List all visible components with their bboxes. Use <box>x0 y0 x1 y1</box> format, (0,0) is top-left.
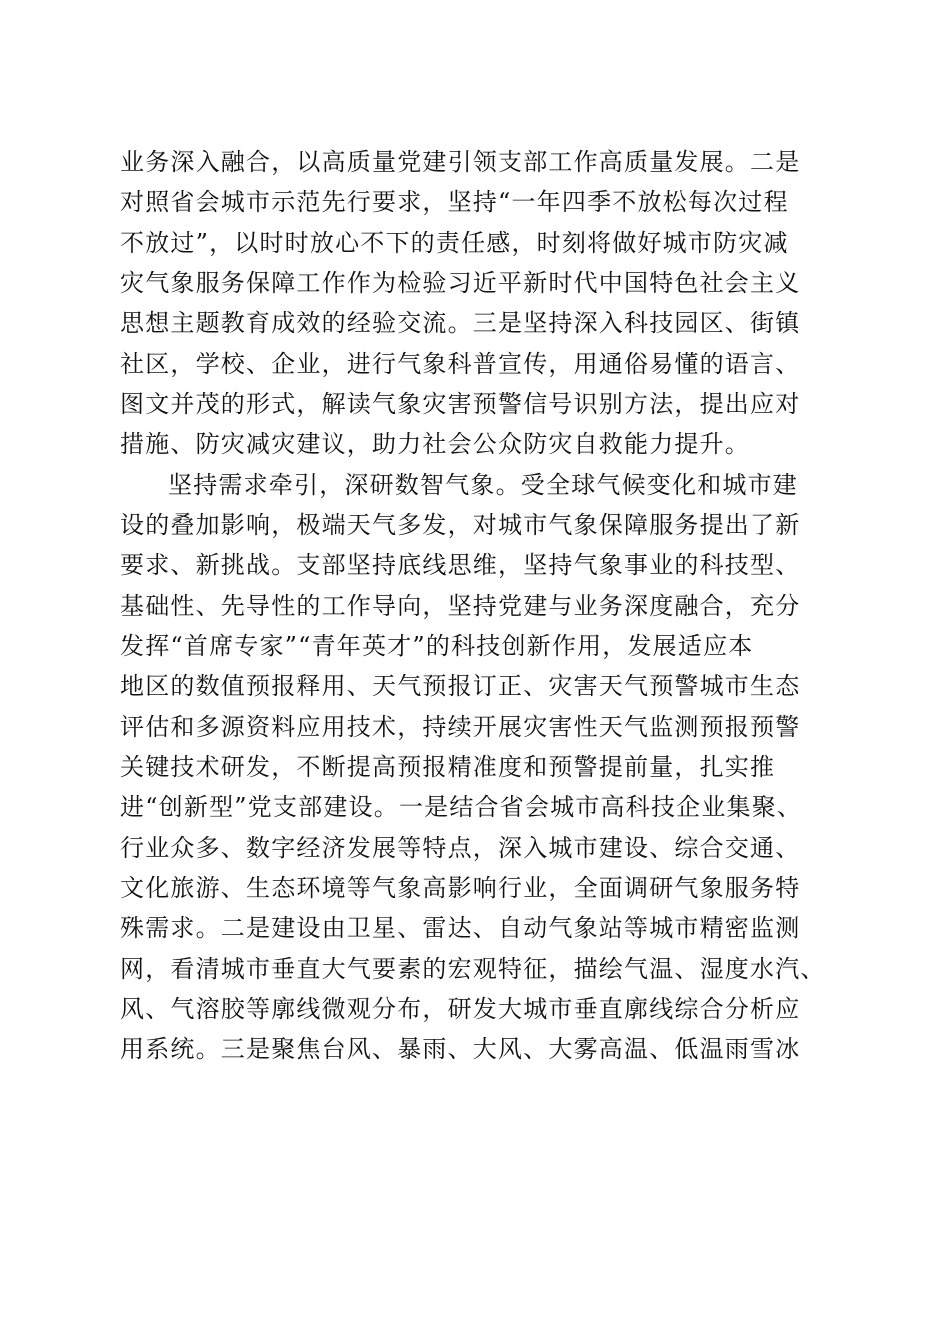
text-line: 不放过”，以时时放心不下的责任感，时刻将做好城市防灾减 <box>120 228 789 257</box>
text-line: 坚持需求牵引，深研数智气象。受全球气候变化和城市建 <box>168 470 798 499</box>
paragraph-2 <box>120 465 840 1070</box>
text-line: 发挥“首席专家”“青年英才”的科技创新作用，发展适应本 <box>120 631 754 660</box>
text-line: 灾气象服务保障工作作为检验习近平新时代中国特色社会主义 <box>120 268 801 297</box>
paragraph-1 <box>120 142 840 465</box>
text-line: 风、气溶胶等廓线微观分布，研发大城市垂直廓线综合分析应 <box>120 994 801 1023</box>
text-line: 思想主题教育成效的经验交流。三是坚持深入科技园区、街镇 <box>120 309 801 338</box>
document-body <box>120 142 840 1070</box>
text-line: 行业众多、数字经济发展等特点，深入城市建设、综合交通、 <box>120 833 801 862</box>
text-line: 地区的数值预报释用、天气预报订正、灾害天气预警城市生态 <box>120 672 801 701</box>
text-line: 用系统。三是聚焦台风、暴雨、大风、大雾高温、低温雨雪冰 <box>120 1035 801 1064</box>
text-line: 社区，学校、企业，进行气象科普宣传，用通俗易懂的语言、 <box>120 349 801 378</box>
text-line: 设的叠加影响，极端天气多发，对城市气象保障服务提出了新 <box>120 510 801 539</box>
text-line: 进“创新型”党支部建设。一是结合省会城市高科技企业集聚、 <box>120 793 803 822</box>
text-line: 殊需求。二是建设由卫星、雷达、自动气象站等城市精密监测 <box>120 914 801 943</box>
text-line: 网，看清城市垂直大气要素的宏观特征，描绘气温、湿度水汽、 <box>120 954 826 983</box>
text-line: 措施、防灾减灾建议，助力社会公众防灾自救能力提升。 <box>120 430 750 459</box>
text-line: 业务深入融合，以高质量党建引领支部工作高质量发展。二是 <box>120 148 801 176</box>
text-line: 文化旅游、生态环境等气象高影响行业，全面调研气象服务特 <box>120 873 801 902</box>
text-line: 基础性、先导性的工作导向，坚持党建与业务深度融合，充分 <box>120 591 801 620</box>
text-line: 图文并茂的形式，解读气象灾害预警信号识别方法，提出应对 <box>120 389 801 418</box>
text-line: 对照省会城市示范先行要求，坚持“一年四季不放松每次过程 <box>120 188 789 217</box>
text-line: 评估和多源资料应用技术，持续开展灾害性天气监测预报预警 <box>120 712 801 741</box>
text-line: 关键技术研发，不断提高预报精准度和预警提前量，扎实推 <box>120 752 776 781</box>
text-line: 要求、新挑战。支部坚持底线思维，坚持气象事业的科技型、 <box>120 551 801 580</box>
